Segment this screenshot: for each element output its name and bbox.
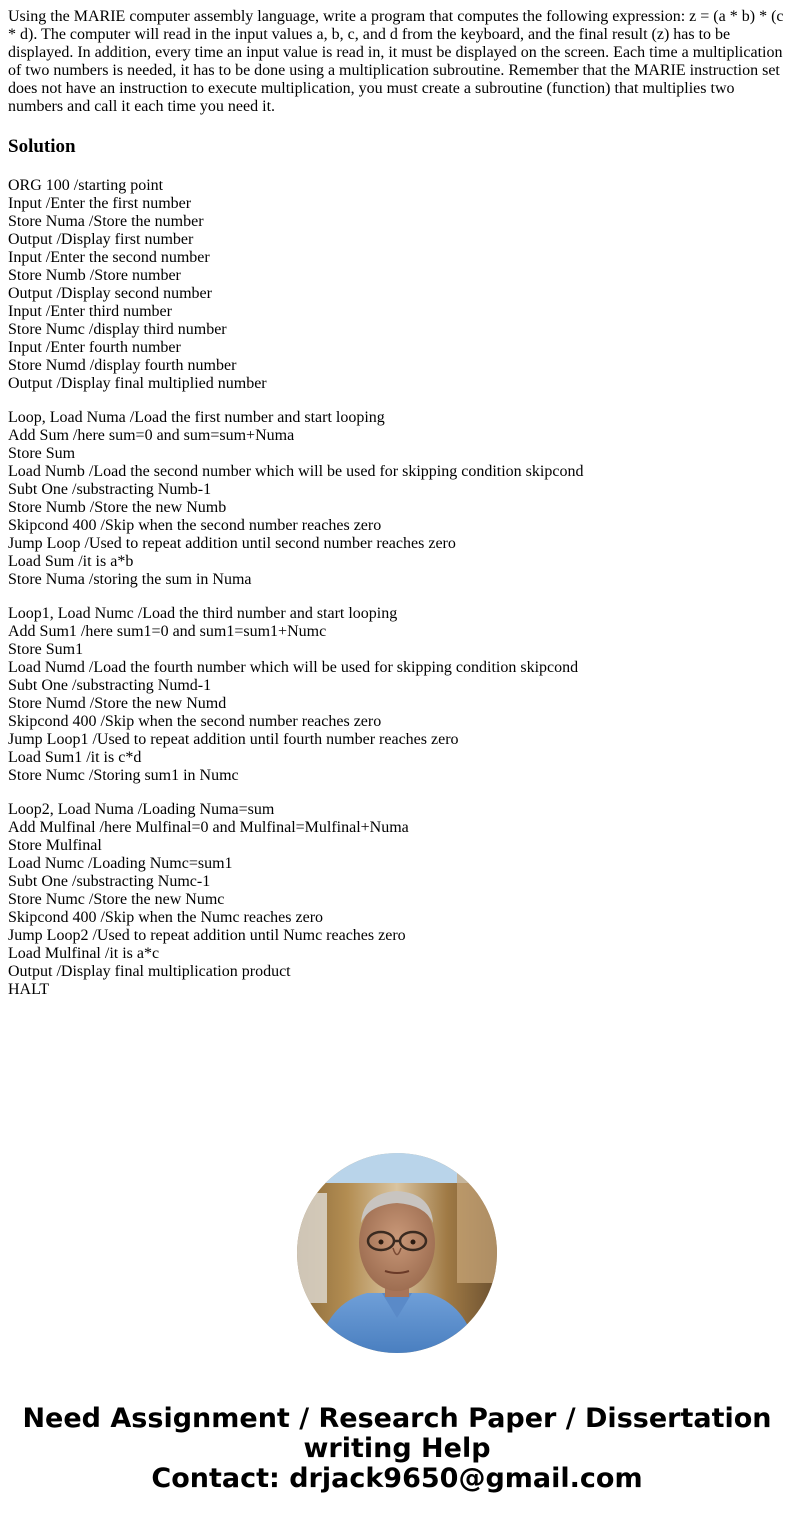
code-line: Loop2, Load Numa /Loading Numa=sum <box>8 801 275 818</box>
code-line: Loop1, Load Numc /Load the third number and start looping <box>8 605 398 622</box>
code-line: Store Numc /Storing sum1 in Numc <box>8 767 239 784</box>
code-line: Input /Enter third number <box>8 303 172 320</box>
code-line: Load Mulfinal /it is a*c <box>8 945 160 962</box>
code-line: Store Numd /Store the new Numd <box>8 695 227 712</box>
code-line: Store Numd /display fourth number <box>8 357 237 374</box>
code-line: Subt One /substracting Numc-1 <box>8 873 211 890</box>
author-photo <box>297 1153 497 1353</box>
code-block <box>8 177 786 393</box>
code-line: Input /Enter the first number <box>8 195 192 212</box>
code-line: Skipcond 400 /Skip when the second number reaches zero <box>8 713 382 730</box>
document-content <box>8 8 786 1015</box>
code-line: Subt One /substracting Numb-1 <box>8 481 212 498</box>
code-line: Input /Enter fourth number <box>8 339 181 356</box>
code-line: HALT <box>8 981 50 998</box>
code-line: Add Mulfinal /here Mulfinal=0 and Mulfinal=Mulfinal+Numa <box>8 819 409 836</box>
code-line: Add Sum1 /here sum1=0 and sum1=sum1+Numc <box>8 623 327 640</box>
code-line: Store Numa /storing the sum in Numa <box>8 571 252 588</box>
code-line: Load Sum /it is a*b <box>8 553 134 570</box>
code-listing <box>8 177 786 999</box>
code-line: Input /Enter the second number <box>8 249 210 266</box>
code-line: Load Numc /Loading Numc=sum1 <box>8 855 233 872</box>
code-line: Jump Loop /Used to repeat addition until second number reaches zero <box>8 535 456 552</box>
code-line: Subt One /substracting Numd-1 <box>8 677 212 694</box>
code-block <box>8 801 786 999</box>
promo-banner <box>0 1404 794 1494</box>
code-line: Skipcond 400 /Skip when the Numc reaches zero <box>8 909 324 926</box>
code-block <box>8 409 786 589</box>
code-line: Jump Loop1 /Used to repeat addition until fourth number reaches zero <box>8 731 459 748</box>
code-line: Store Numb /Store number <box>8 267 181 284</box>
code-line: Load Numd /Load the fourth number which will be used for skipping condition skipcond <box>8 659 579 676</box>
code-block <box>8 605 786 785</box>
code-line: Output /Display second number <box>8 285 212 302</box>
code-line: Store Numc /Store the new Numc <box>8 891 225 908</box>
code-line: Loop, Load Numa /Load the first number and start looping <box>8 409 385 426</box>
code-line: Store Numc /display third number <box>8 321 227 338</box>
code-line: Load Sum1 /it is c*d <box>8 749 142 766</box>
code-line: Store Mulfinal <box>8 837 102 854</box>
code-line: Store Sum <box>8 445 76 462</box>
code-line: Output /Display final multiplication product <box>8 963 291 980</box>
code-line: Load Numb /Load the second number which will be used for skipping condition skipcond <box>8 463 584 480</box>
author-avatar <box>297 1153 497 1353</box>
code-line: Jump Loop2 /Used to repeat addition until Numc reaches zero <box>8 927 406 944</box>
code-line: ORG 100 /starting point <box>8 177 164 194</box>
promo-line-1: Need Assignment / Research Paper / Dissertation <box>22 1403 772 1434</box>
code-line: Store Numa /Store the number <box>8 213 204 230</box>
promo-contact: Contact: drjack9650@gmail.com <box>151 1463 643 1494</box>
code-line: Skipcond 400 /Skip when the second number reaches zero <box>8 517 382 534</box>
code-line: Store Numb /Store the new Numb <box>8 499 227 516</box>
code-line: Store Sum1 <box>8 641 84 658</box>
code-line: Output /Display first number <box>8 231 194 248</box>
code-line: Add Sum /here sum=0 and sum=sum+Numa <box>8 427 295 444</box>
promo-line-2: writing Help <box>303 1433 491 1464</box>
question-text: Using the MARIE computer assembly language, write a program that computes the following expression: z = (a * b) * (c * d). The computer will read in the input values a, b, c, and d from the keyboard, and the final result (z) has to be displayed. In addition, every time an input value is read in, it must be displayed on the screen. Each time a multiplication of two numbers is needed, it has to be done using a multiplication subroutine. Remember that the MARIE instruction set does not have an instruction to execute multiplication, you must create a subroutine (function) that multiplies two numbers and call it each time you need it. <box>8 8 784 115</box>
code-line: Output /Display final multiplied number <box>8 375 267 392</box>
solution-heading: Solution <box>8 136 76 157</box>
